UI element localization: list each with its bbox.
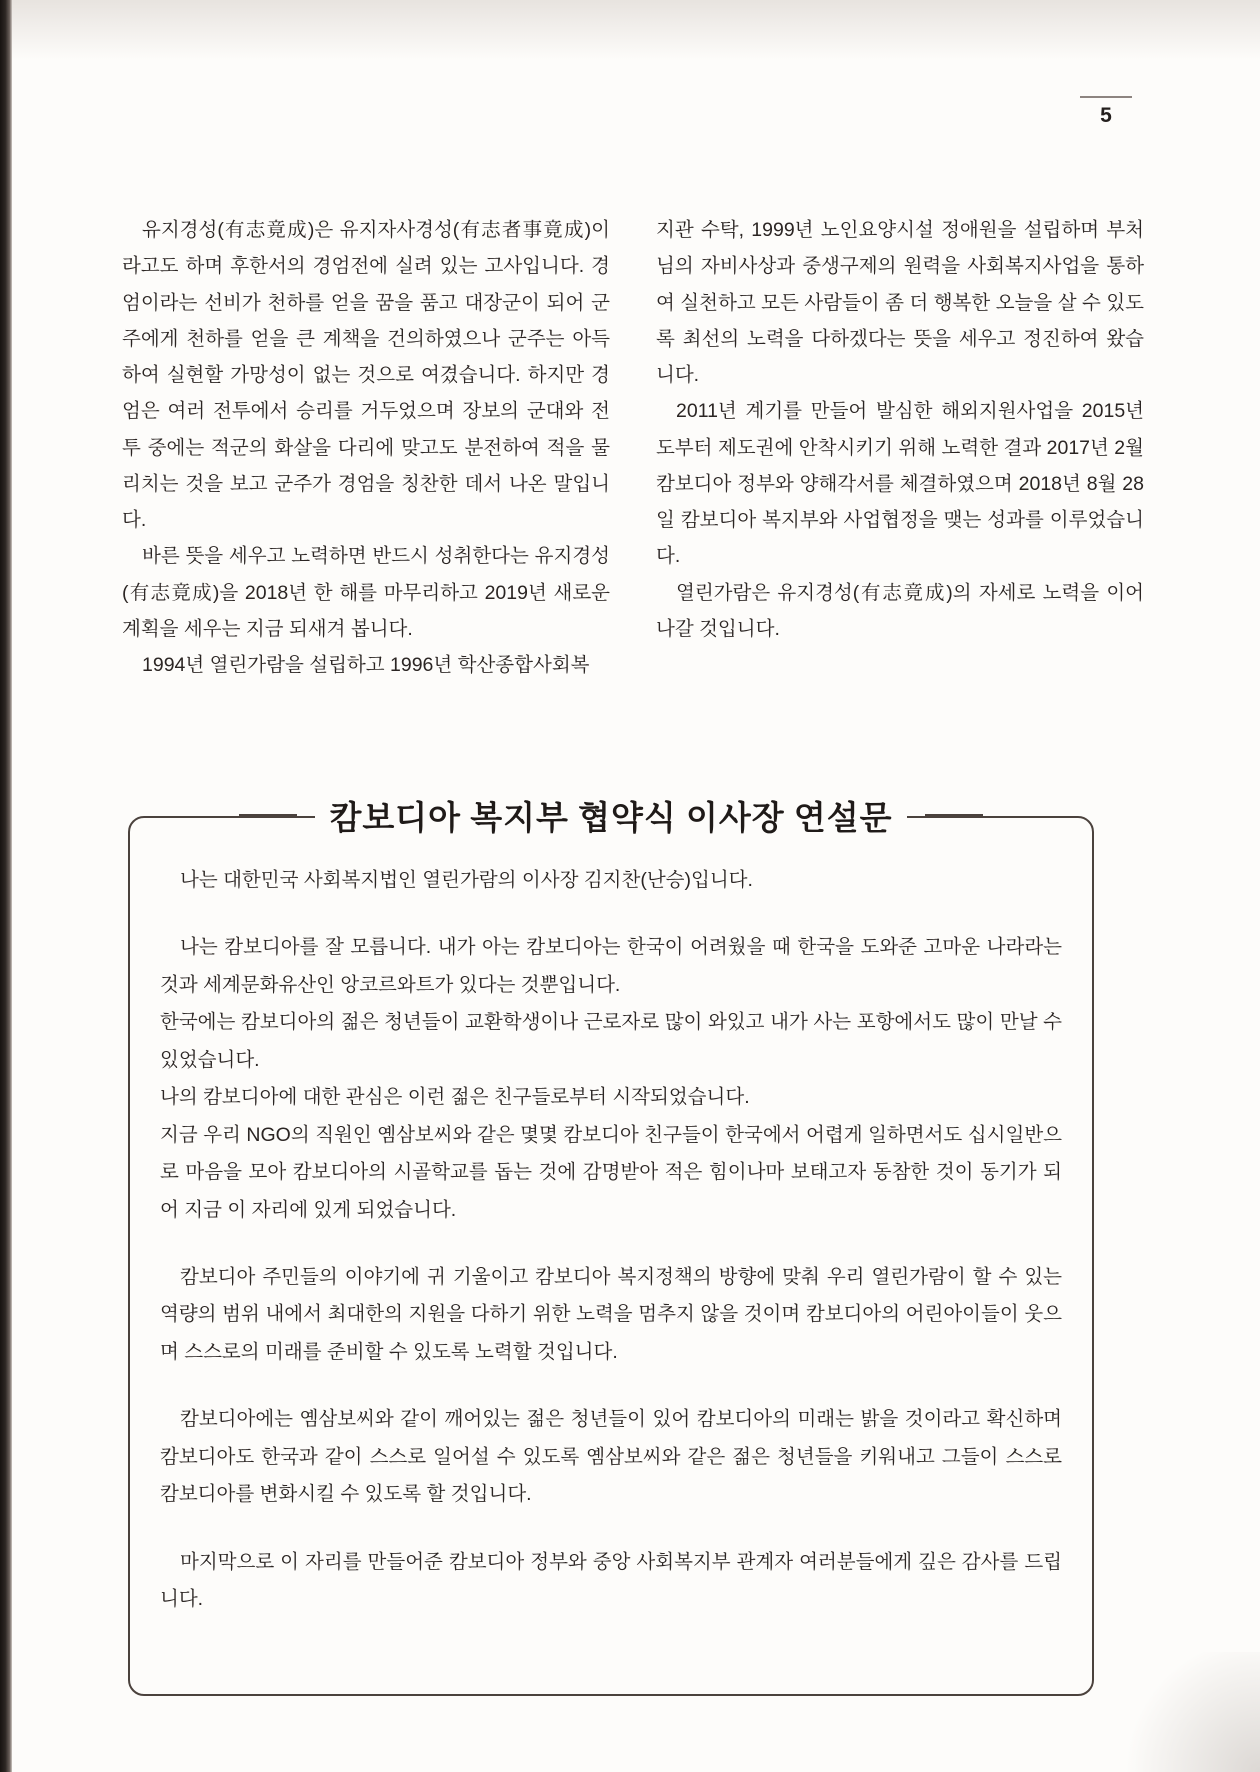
paragraph: 유지경성(有志竟成)은 유지자사경성(有志者事竟成)이라고도 하며 후한서의 경엄전에 실려 있는 고사입니다. 경엄이라는 선비가 천하를 얻을 꿈을 품고 대장군이 되어 군주에게 천하를 얻을 큰 계책을 건의하였으나 군주는 아득하여 실현할 가망성이 없는 것으로 여겼습니다. 하지만 경엄은 여러 전투에서 승리를 거두었으며 장보의 군대와 전투 중에는 적군의 화살을 다리에 맞고도 분전하여 적을 물리치는 것을 보고 군주가 경엄을 칭찬한 데서 나온 말입니다. bbox=[122, 219, 610, 532]
paragraph: 열린가람은 유지경성(有志竟成)의 자세로 노력을 이어 나갈 것입니다. bbox=[656, 581, 1144, 640]
speech-title: 캄보디아 복지부 협약식 이사장 연설문 bbox=[315, 792, 906, 839]
paragraph: 캄보디아 주민들의 이야기에 귀 기울이고 캄보디아 복지정책의 방향에 맞춰 우리 열린가람이 할 수 있는 역량의 범위 내에서 최대한의 지원을 다하기 위한 노력을 멈추지 않을 것이며 캄보디아의 어린아이들이 웃으며 스스로의 미래를 준비할 수 있도록 노력할 것입니다. bbox=[160, 1265, 1062, 1363]
paragraph-spacer bbox=[160, 1371, 1062, 1401]
page-binding-edge bbox=[0, 0, 12, 1772]
paragraph-spacer bbox=[160, 899, 1062, 929]
right-column bbox=[656, 212, 1144, 683]
paragraph: 2011년 계기를 만들어 발심한 해외지원사업을 2015년도부터 제도권에 안착시키기 위해 노력한 결과 2017년 2월 캄보디아 정부와 양해각서를 체결하였으며 2018년 8월 28일 캄보디아 복지부와 사업협정을 맺는 성과를 이루었습니다. bbox=[656, 400, 1144, 568]
paragraph: 1994년 열린가람을 설립하고 1996년 학산종합사회복 bbox=[142, 654, 590, 677]
page-number-rule bbox=[1080, 96, 1132, 98]
paragraph: 한국에는 캄보디아의 젊은 청년들이 교환학생이나 근로자로 많이 와있고 내가 사는 포항에서도 많이 만날 수 있었습니다. bbox=[160, 1011, 1062, 1071]
left-column bbox=[122, 212, 610, 683]
title-rule-left bbox=[239, 814, 297, 816]
paragraph: 나의 캄보디아에 대한 관심은 이런 젊은 친구들로부터 시작되었습니다. bbox=[160, 1086, 750, 1109]
paragraph: 바른 뜻을 세우고 노력하면 반드시 성취한다는 유지경성(有志竟成)을 2018년 한 해를 마무리하고 2019년 새로운 계획을 세우는 지금 되새겨 봅니다. bbox=[122, 545, 610, 640]
paragraph: 지금 우리 NGO의 직원인 옘삼보씨와 같은 몇몇 캄보디아 친구들이 한국에서 어렵게 일하면서도 십시일반으로 마음을 모아 캄보디아의 시골학교를 돕는 것에 감명받아 적은 힘이나마 보태고자 동참한 것이 동기가 되어 지금 이 자리에 있게 되었습니다. bbox=[160, 1123, 1062, 1221]
paragraph: 마지막으로 이 자리를 만들어준 캄보디아 정부와 중앙 사회복지부 관계자 여러분들에게 깊은 감사를 드립니다. bbox=[160, 1550, 1062, 1610]
speech-body bbox=[160, 862, 1062, 1618]
paragraph: 캄보디아에는 옘삼보씨와 같이 깨어있는 젊은 청년들이 있어 캄보디아의 미래는 밝을 것이라고 확신하며 캄보디아도 한국과 같이 스스로 일어설 수 있도록 옘삼보씨와 같은 젊은 청년들을 키워내고 그들이 스스로 캄보디아를 변화시킬 수 있도록 할 것입니다. bbox=[160, 1408, 1062, 1506]
speech-title-block bbox=[128, 786, 1094, 844]
paragraph: 지관 수탁, 1999년 노인요양시설 정애원을 설립하며 부처님의 자비사상과 중생구제의 원력을 사회복지사업을 통하여 실천하고 모든 사람들이 좀 더 행복한 오늘을 살 수 있도록 최선의 노력을 다하겠다는 뜻을 세우고 정진하여 왔습니다. bbox=[656, 219, 1144, 387]
paragraph: 나는 대한민국 사회복지법인 열린가람의 이사장 김지찬(난승)입니다. bbox=[180, 869, 753, 891]
paragraph: 나는 캄보디아를 잘 모릅니다. 내가 아는 캄보디아는 한국이 어려웠을 때 한국을 도와준 고마운 나라라는 것과 세계문화유산인 앙코르와트가 있다는 것뿐입니다. bbox=[160, 936, 1062, 996]
paragraph-spacer bbox=[160, 1514, 1062, 1544]
page-number: 5 bbox=[1100, 104, 1112, 127]
paragraph-spacer bbox=[160, 1229, 1062, 1259]
title-rule-right bbox=[925, 814, 983, 816]
two-column-body bbox=[122, 212, 1144, 683]
